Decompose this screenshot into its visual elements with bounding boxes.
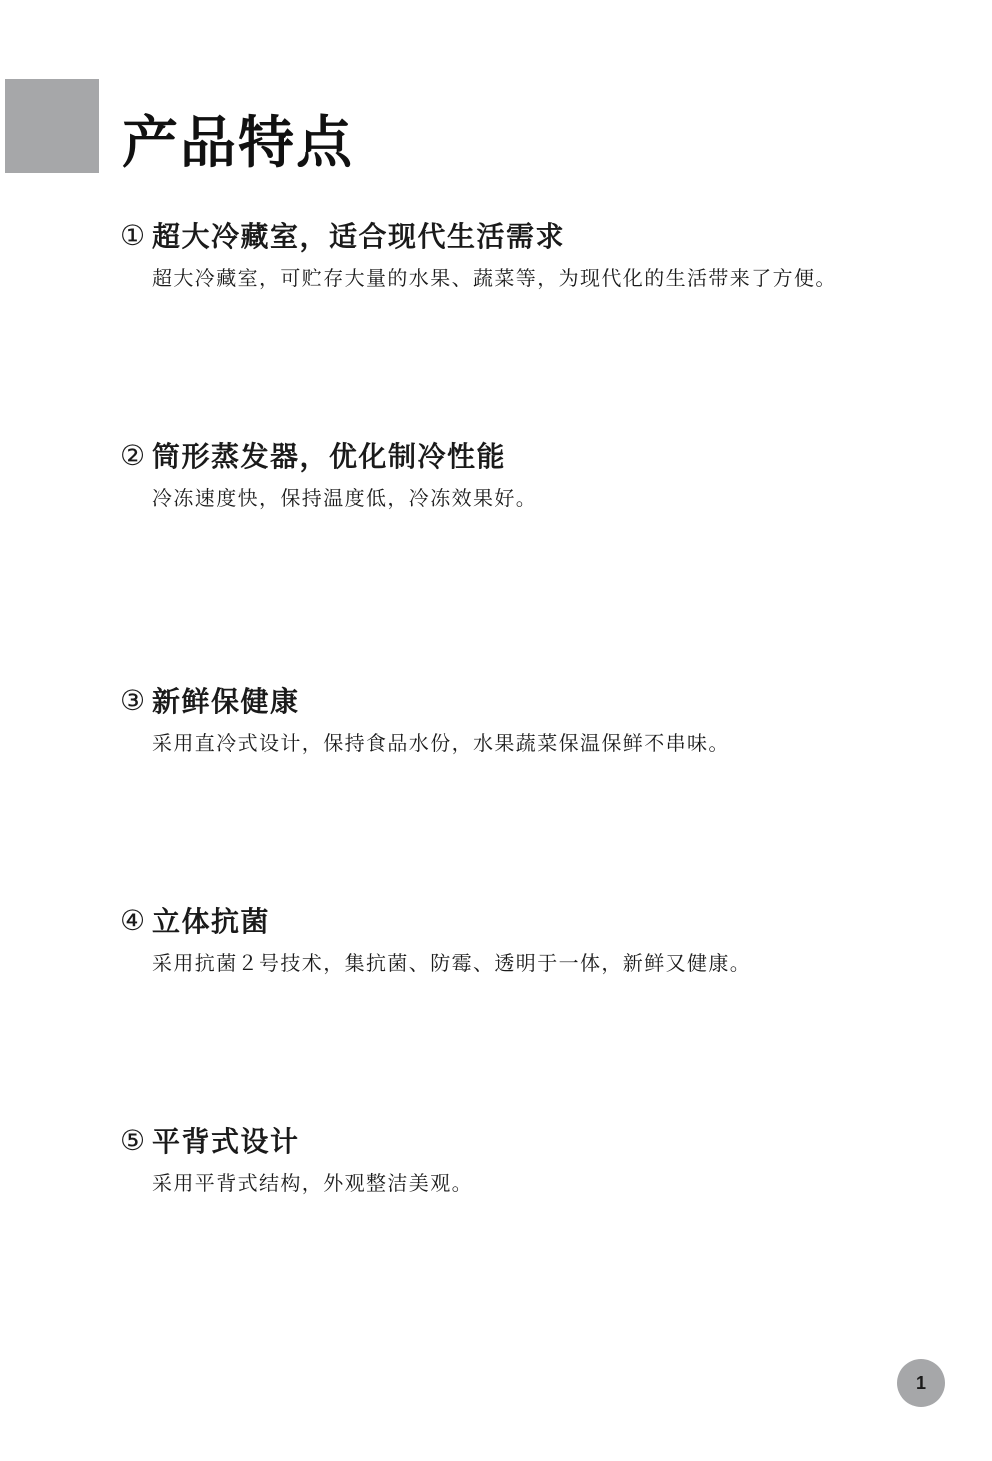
feature-heading-text: 超大冷藏室，适合现代生活需求 bbox=[152, 220, 566, 253]
feature-description: 采用平背式结构，外观整洁美观。 bbox=[152, 1171, 473, 1195]
feature-heading bbox=[120, 215, 952, 255]
feature-number: ① bbox=[120, 218, 147, 252]
feature-heading bbox=[120, 900, 952, 940]
feature-number: ③ bbox=[120, 683, 147, 717]
feature-item-5 bbox=[120, 1120, 952, 1198]
page-number-badge: 1 bbox=[897, 1359, 945, 1407]
feature-heading bbox=[120, 680, 952, 720]
feature-item-3 bbox=[120, 680, 952, 758]
feature-description: 采用直冷式设计，保持食品水份，水果蔬菜保温保鲜不串味。 bbox=[152, 731, 730, 755]
feature-heading-text: 筒形蒸发器，优化制冷性能 bbox=[152, 440, 507, 473]
feature-heading bbox=[120, 1120, 952, 1160]
feature-heading-text: 新鲜保健康 bbox=[152, 685, 300, 718]
feature-number: ④ bbox=[120, 903, 147, 937]
section-marker-block bbox=[5, 79, 99, 173]
feature-number: ⑤ bbox=[120, 1123, 147, 1157]
page-title: 产品特点 bbox=[122, 111, 354, 176]
feature-heading bbox=[120, 435, 952, 475]
feature-number: ② bbox=[120, 438, 147, 472]
feature-description: 冷冻速度快，保持温度低，冷冻效果好。 bbox=[152, 486, 538, 510]
feature-item-1 bbox=[120, 215, 952, 293]
feature-description: 超大冷藏室，可贮存大量的水果、蔬菜等，为现代化的生活带来了方便。 bbox=[152, 266, 837, 290]
feature-description: 采用抗菌２号技术，集抗菌、防霉、透明于一体，新鲜又健康。 bbox=[152, 951, 752, 975]
feature-item-2 bbox=[120, 435, 952, 513]
feature-heading-text: 平背式设计 bbox=[152, 1125, 300, 1158]
feature-heading-text: 立体抗菌 bbox=[152, 905, 271, 938]
feature-item-4 bbox=[120, 900, 952, 978]
